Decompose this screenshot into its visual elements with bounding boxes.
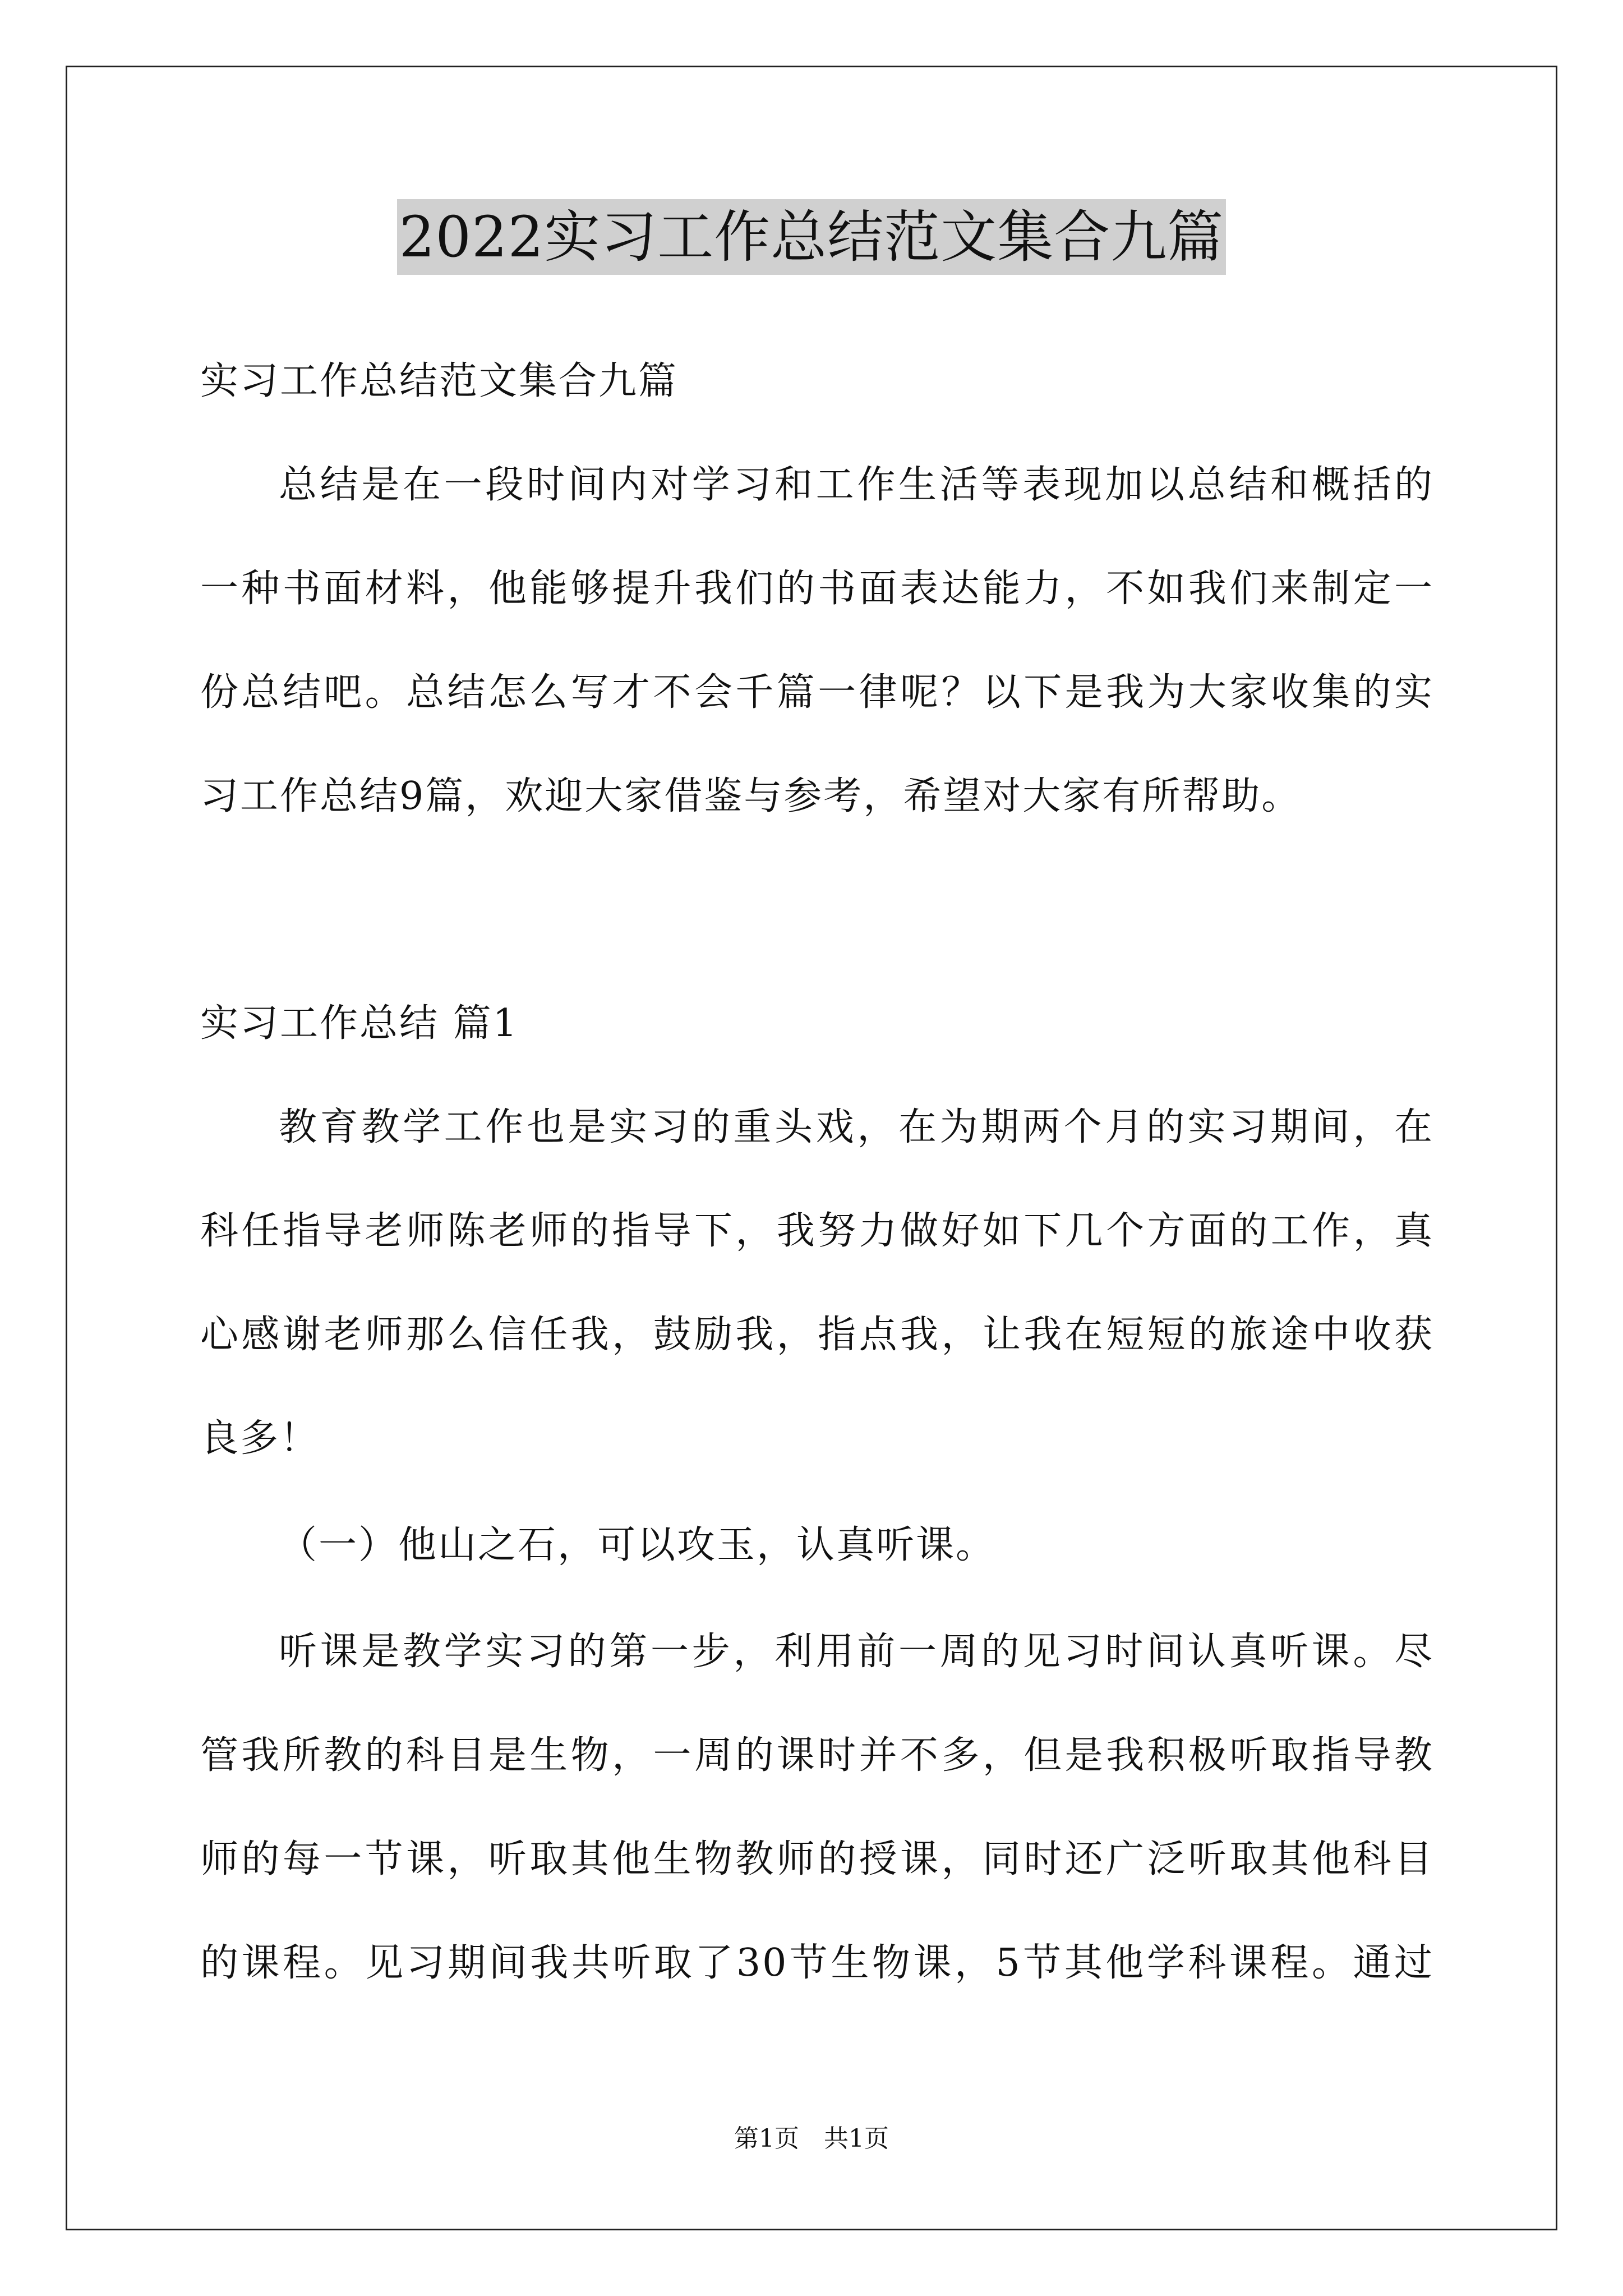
paragraph-line: 心感谢老师那么信任我，鼓励我，指点我，让我在短短的旅途中收获 [200, 1313, 1434, 1357]
page-footer: 第1页 共1页 [734, 2124, 889, 2153]
intro-line: 份总结吧。总结怎么写才不会千篇一律呢？以下是我为大家收集的实 [200, 670, 1434, 715]
sub-heading: （一）他山之石，可以攻玉，认真听课。 [279, 1523, 996, 1567]
title-wrap [0, 199, 1623, 275]
paragraph-line: 科任指导老师陈老师的指导下，我努力做好如下几个方面的工作，真 [200, 1209, 1434, 1253]
subtitle: 实习工作总结范文集合九篇 [200, 359, 679, 403]
paragraph-line: 教育教学工作也是实习的重头戏，在为期两个月的实习期间，在 [279, 1105, 1434, 1149]
intro-line: 习工作总结9篇，欢迎大家借鉴与参考，希望对大家有所帮助。 [200, 774, 1302, 818]
intro-line: 一种书面材料，他能够提升我们的书面表达能力，不如我们来制定一 [200, 567, 1434, 611]
paragraph-line: 良多！ [200, 1416, 320, 1461]
paragraph-line: 的课程。见习期间我共听取了30节生物课，5节其他学科课程。通过 [200, 1941, 1434, 1985]
document-title: 2022实习工作总结范文集合九篇 [397, 199, 1227, 275]
intro-line: 总结是在一段时间内对学习和工作生活等表现加以总结和概括的 [279, 463, 1434, 507]
paragraph-line: 听课是教学实习的第一步，利用前一周的见习时间认真听课。尽 [279, 1630, 1434, 1674]
section-heading: 实习工作总结 篇1 [200, 1001, 519, 1046]
paragraph-line: 师的每一节课，听取其他生物教师的授课，同时还广泛听取其他科目 [200, 1837, 1434, 1881]
paragraph-line: 管我所教的科目是生物，一周的课时并不多，但是我积极听取指导教 [200, 1733, 1434, 1778]
